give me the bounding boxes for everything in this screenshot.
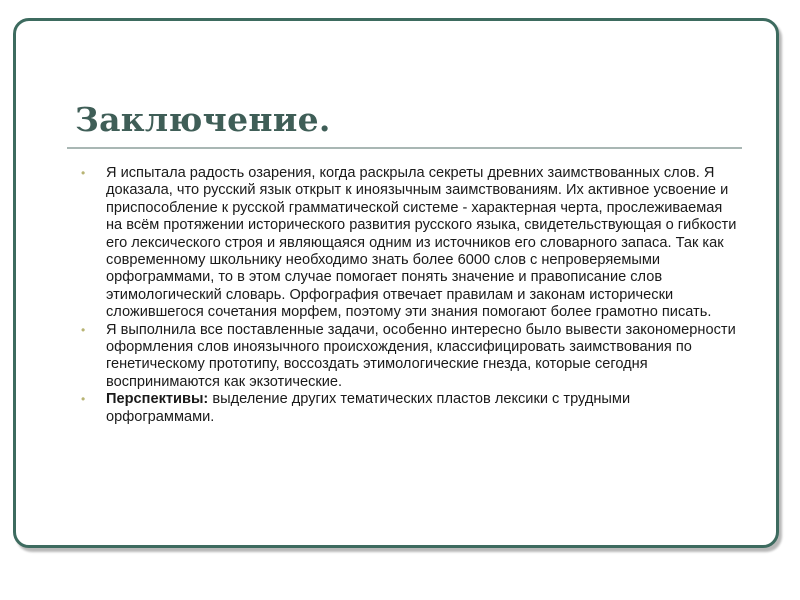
- bullet-text: выделение других тематических пластов лексики с трудными орфограммами.: [106, 391, 631, 425]
- title-divider: [67, 147, 742, 149]
- bullet-text: Я выполнила все поставленные задачи, особенно интересно было вывести закономерности оформления слов иноязычного происхождения, классифицировать заимствования по генетическому прототипу, воссоздать этимологические гнезда, которые сегодня воспринимаются как экзотические.: [106, 321, 736, 390]
- bullet-icon: •: [81, 166, 86, 180]
- bullet-item-tasks: [81, 322, 741, 392]
- bullet-icon: •: [81, 392, 86, 407]
- bullet-icon: •: [81, 322, 86, 337]
- bullet-text: Я испытала радость озарения, когда раскрыла секреты древних заимствованных слов. Я доказала, что русский язык открыт к иноязычным заимствованиям. Их активное усвоение и приспособление к русской грамматической системе - характерная черта, прослеживаемая на всём протяжении исторического развития русского языка, свидетельствующая о гибкости его лексического строя и являющаяся одним из источников его словарного запаса. Так как современному школьнику необходимо знать более 6000 слов с непроверяемыми орфограммами, то в этом случае помогает понять значение и правописание слов этимологический словарь. Орфография отвечает правилам и законам исторически сложившегося сочетания морфем, поэтому эти знания помогают более грамотно писать.: [106, 165, 737, 321]
- bullet-item-perspectives: [81, 391, 741, 426]
- bullet-bold-label: Перспективы:: [106, 391, 209, 408]
- slide-title: Заключение.: [75, 100, 331, 139]
- bullet-list: [81, 165, 741, 426]
- bullet-item-conclusion: [81, 165, 741, 322]
